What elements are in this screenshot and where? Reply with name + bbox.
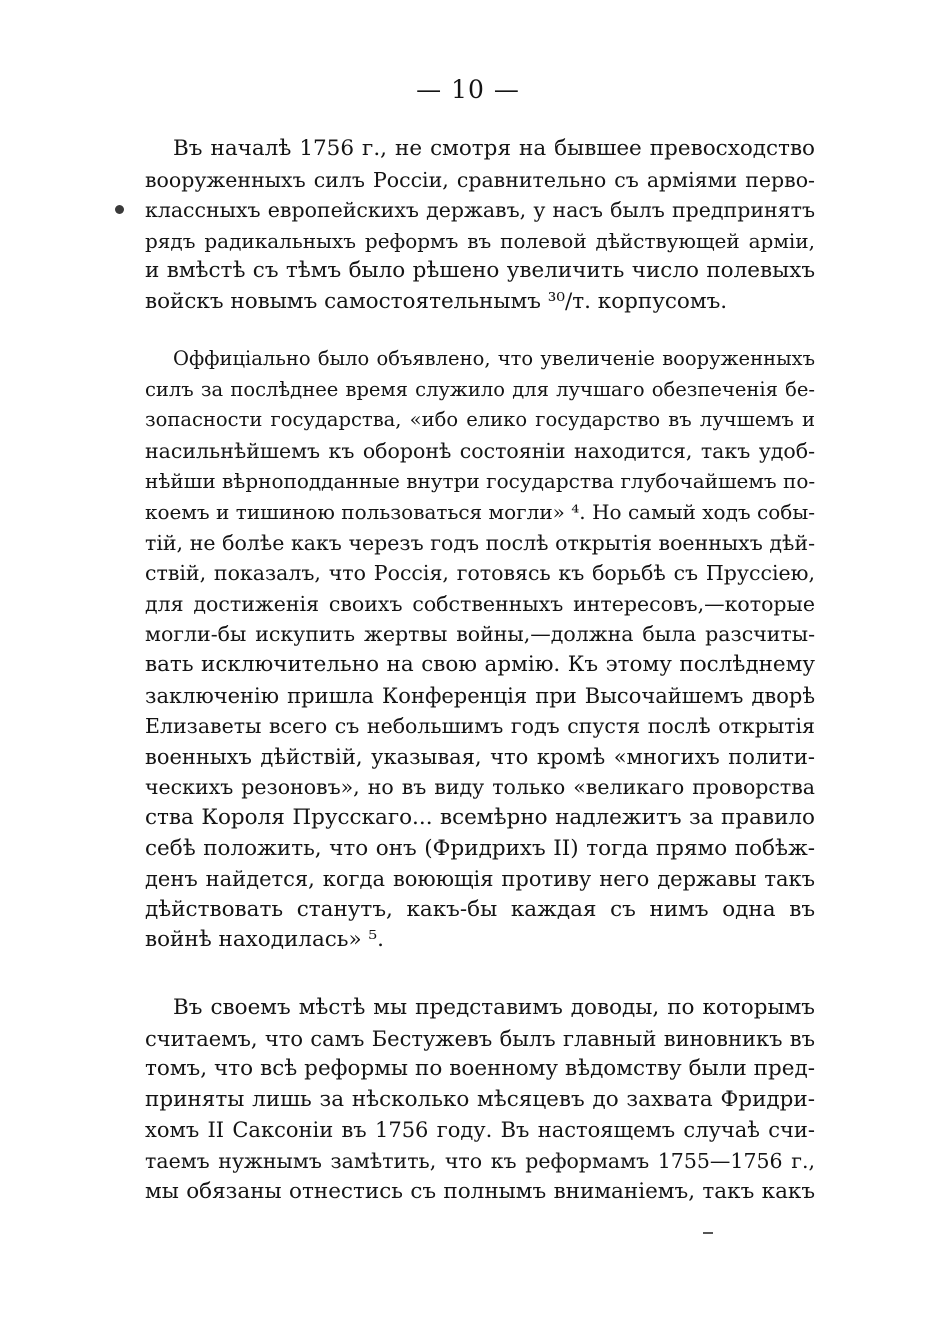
text-line: и вмѣстѣ съ тѣмъ было рѣшено увеличить число полевыхъ bbox=[145, 258, 815, 284]
text-line: ствій, показалъ, что Россія, готовясь къ борьбѣ съ Пруссіею, bbox=[145, 561, 815, 586]
margin-mark-icon bbox=[115, 205, 124, 214]
text-line: для достиженія своихъ собственныхъ интересовъ,—которые bbox=[145, 591, 815, 616]
text-line: вать исключительно на свою армію. Къ этому послѣднему bbox=[145, 651, 815, 677]
text-line: насильнѣйшемъ къ оборонѣ состояніи находится, такъ удоб- bbox=[145, 438, 815, 463]
text-line: Елизаветы всего съ небольшимъ годъ спустя послѣ открытія bbox=[145, 714, 815, 739]
text-line: Въ своемъ мѣстѣ мы представимъ доводы, по которымъ bbox=[173, 995, 815, 1020]
text-line: дѣйствовать станутъ, какъ-бы каждая съ нимъ одна въ bbox=[145, 896, 815, 922]
text-line: денъ найдется, когда воюющія противу него державы такъ bbox=[145, 867, 815, 892]
text-line: ства Короля Прусскаго... всемѣрно надлежитъ за правило bbox=[145, 804, 815, 830]
text-line: зопасности государства, «ибо елико государство въ лучшемъ и bbox=[145, 408, 815, 432]
paragraph-3 bbox=[145, 993, 815, 1207]
text-line: силъ за послѣднее время служило для лучшаго обезпеченія бе- bbox=[145, 377, 815, 401]
text-line: коемъ и тишиною пользоваться могли» ⁴. Но самый ходъ собы- bbox=[145, 499, 815, 524]
footer-dash bbox=[703, 1232, 713, 1234]
text-line: таемъ нужнымъ замѣтить, что къ реформамъ 1755—1756 г., bbox=[145, 1148, 815, 1173]
paragraph-2 bbox=[145, 344, 815, 956]
text-line: мы обязаны отнестись съ полнымъ вниманіемъ, такъ какъ bbox=[145, 1178, 815, 1204]
text-line: тій, не болѣе какъ черезъ годъ послѣ открытія военныхъ дѣй- bbox=[145, 530, 815, 555]
text-line: заключенію пришла Конференція при Высочайшемъ дворѣ bbox=[145, 683, 815, 708]
page-number: — 10 — bbox=[416, 75, 520, 104]
text-line: рядъ радикальныхъ реформъ въ полевой дѣйствующей арміи, bbox=[145, 228, 815, 253]
paragraph-1 bbox=[145, 134, 815, 318]
text-line: считаемъ, что самъ Бестужевъ былъ главный виновникъ въ bbox=[145, 1026, 815, 1051]
text-line: себѣ положить, что онъ (Фридрихъ II) тогда прямо побѣж- bbox=[145, 835, 815, 861]
text-line: классныхъ европейскихъ державъ, у насъ былъ предпринятъ bbox=[145, 198, 815, 223]
text-line: могли-бы искупить жертвы войны,—должна была разсчиты- bbox=[145, 622, 815, 647]
text-line: нѣйши вѣрноподданные внутри государства глубочайшемъ по- bbox=[145, 469, 816, 494]
text-line: хомъ II Саксоніи въ 1756 году. Въ настоящемъ случаѣ счи- bbox=[145, 1118, 815, 1143]
text-line: ческихъ резоновъ», но въ виду только «великаго проворства bbox=[145, 775, 815, 800]
text-line: военныхъ дѣйствій, указывая, что кромѣ «многихъ полити- bbox=[145, 744, 815, 769]
text-line: войскъ новымъ самостоятельнымъ ³⁰/т. корпусомъ. bbox=[145, 288, 728, 314]
text-line: Оффиціально было объявлено, что увеличеніе вооруженныхъ bbox=[173, 347, 815, 370]
text-line: вооруженныхъ силъ Россіи, сравнительно съ арміями перво- bbox=[145, 167, 815, 192]
text-line: томъ, что всѣ реформы по военному вѣдомству были пред- bbox=[145, 1056, 815, 1082]
text-line: войнѣ находилась» ⁵. bbox=[145, 927, 384, 953]
text-line: Въ началѣ 1756 г., не смотря на бывшее превосходство bbox=[173, 136, 815, 161]
text-line: приняты лишь за нѣсколько мѣсяцевъ до захвата Фридри- bbox=[145, 1086, 815, 1112]
